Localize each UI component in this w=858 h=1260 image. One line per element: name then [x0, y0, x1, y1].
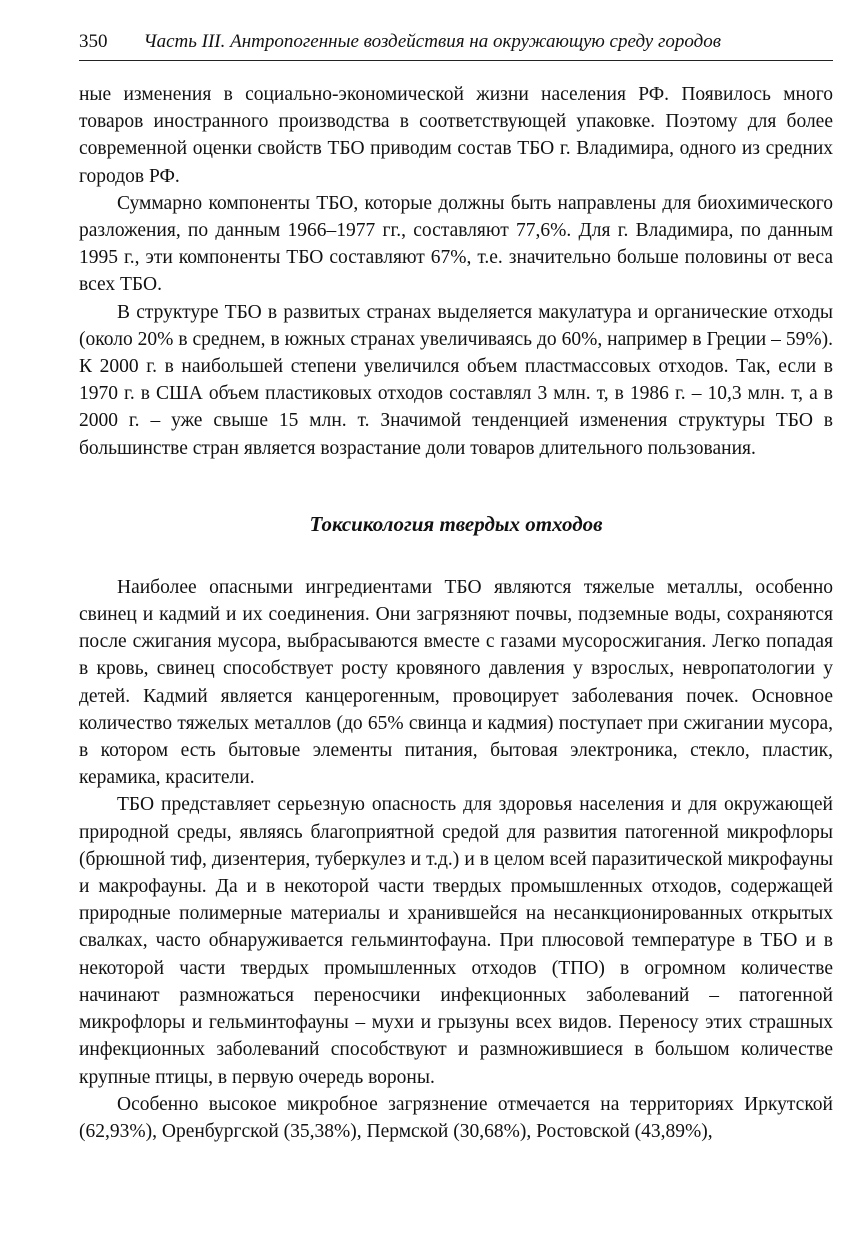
- paragraph: Особенно высокое микробное загрязнение отмечается на территориях Иркутской (62,93%), Оренбургской (35,38%), Пермской (30,68%), Ростовской (43,89%),: [79, 1093, 833, 1142]
- paragraph: Суммарно компоненты ТБО, которые должны быть направлены для биохимического разложения, по данным 1966–1977 гг., составляют 77,6%. Для г. Владимира, по данным 1995 г., эти компоненты ТБО составляют 67%, т.е. значительно больше половины от веса всех ТБО.: [79, 192, 833, 296]
- page-body: [79, 81, 833, 1145]
- section-heading: Токсикология твердых отходов: [309, 511, 603, 536]
- paragraph: Наиболее опасными ингредиентами ТБО являются тяжелые металлы, особенно свинец и кадмий и их соединения. Они загрязняют почвы, подземные воды, сохраняются после сжигания мусора, выбрасываются вместе с газами мусоросжигания. Легко попадая в кровь, свинец способствует росту кровяного давления у взрослых, невропатологии у детей. Кадмий является канцерогенным, провоцирует заболевания почек. Основное количество тяжелых металлов (до 65% свинца и кадмия) поступает при сжигании мусора, в котором есть бытовые элементы питания, бытовая электроника, стекло, пластик, керамика, красители.: [79, 576, 833, 789]
- paragraph-continuation: ные изменения в социально-экономической жизни населения РФ. Появилось много товаров иностранного производства в соответствующей упаковке. Поэтому для более современной оценки свойств ТБО приводим состав ТБО г. Владимира, одного из средних городов РФ.: [79, 84, 833, 187]
- running-header: [79, 30, 833, 61]
- paragraph: ТБО представляет серьезную опасность для здоровья населения и для окружающей природной среды, являясь благоприятной средой для развития патогенной микрофлоры (брюшной тиф, дизентерия, туберкулез и т.д.) и в целом всей паразитической микрофауны и макрофауны. Да и в некоторой части твердых промышленных отходов, содержащей природные полимерные материалы и хранившейся на несанкционированных открытых свалках, часто обнаруживается гельминтофауна. При плюсовой температуре в ТБО и в некоторой части твердых промышленных отходов (ТПО) в огромном количестве начинают размножаться переносчики инфекционных заболеваний – патогенной микрофлоры и гельминтофауны – мухи и грызуны всех видов. Переносу этих страшных инфекционных заболеваний способствуют и размножившиеся в большом количестве крупные птицы, в первую очередь вороны.: [79, 794, 833, 1088]
- running-title: Часть III. Антропогенные воздействия на окружающую среду городов: [143, 31, 722, 52]
- book-page: [79, 30, 833, 1145]
- page-number: 350: [79, 31, 108, 52]
- paragraph: В структуре ТБО в развитых странах выделяется макулатура и органические отходы (около 20% в среднем, в южных странах увеличиваясь до 60%, например в Греции – 59%). К 2000 г. в наибольшей степени увеличился объем пластмассовых отходов. Так, если в 1970 г. в США объем пластиковых отходов составлял 3 млн. т, в 1986 г. – 10,3 млн. т, а в 2000 г. – уже свыше 15 млн. т. Значимой тенденцией изменения структуры ТБО в большинстве стран является возрастание доли товаров длительного пользования.: [79, 301, 833, 459]
